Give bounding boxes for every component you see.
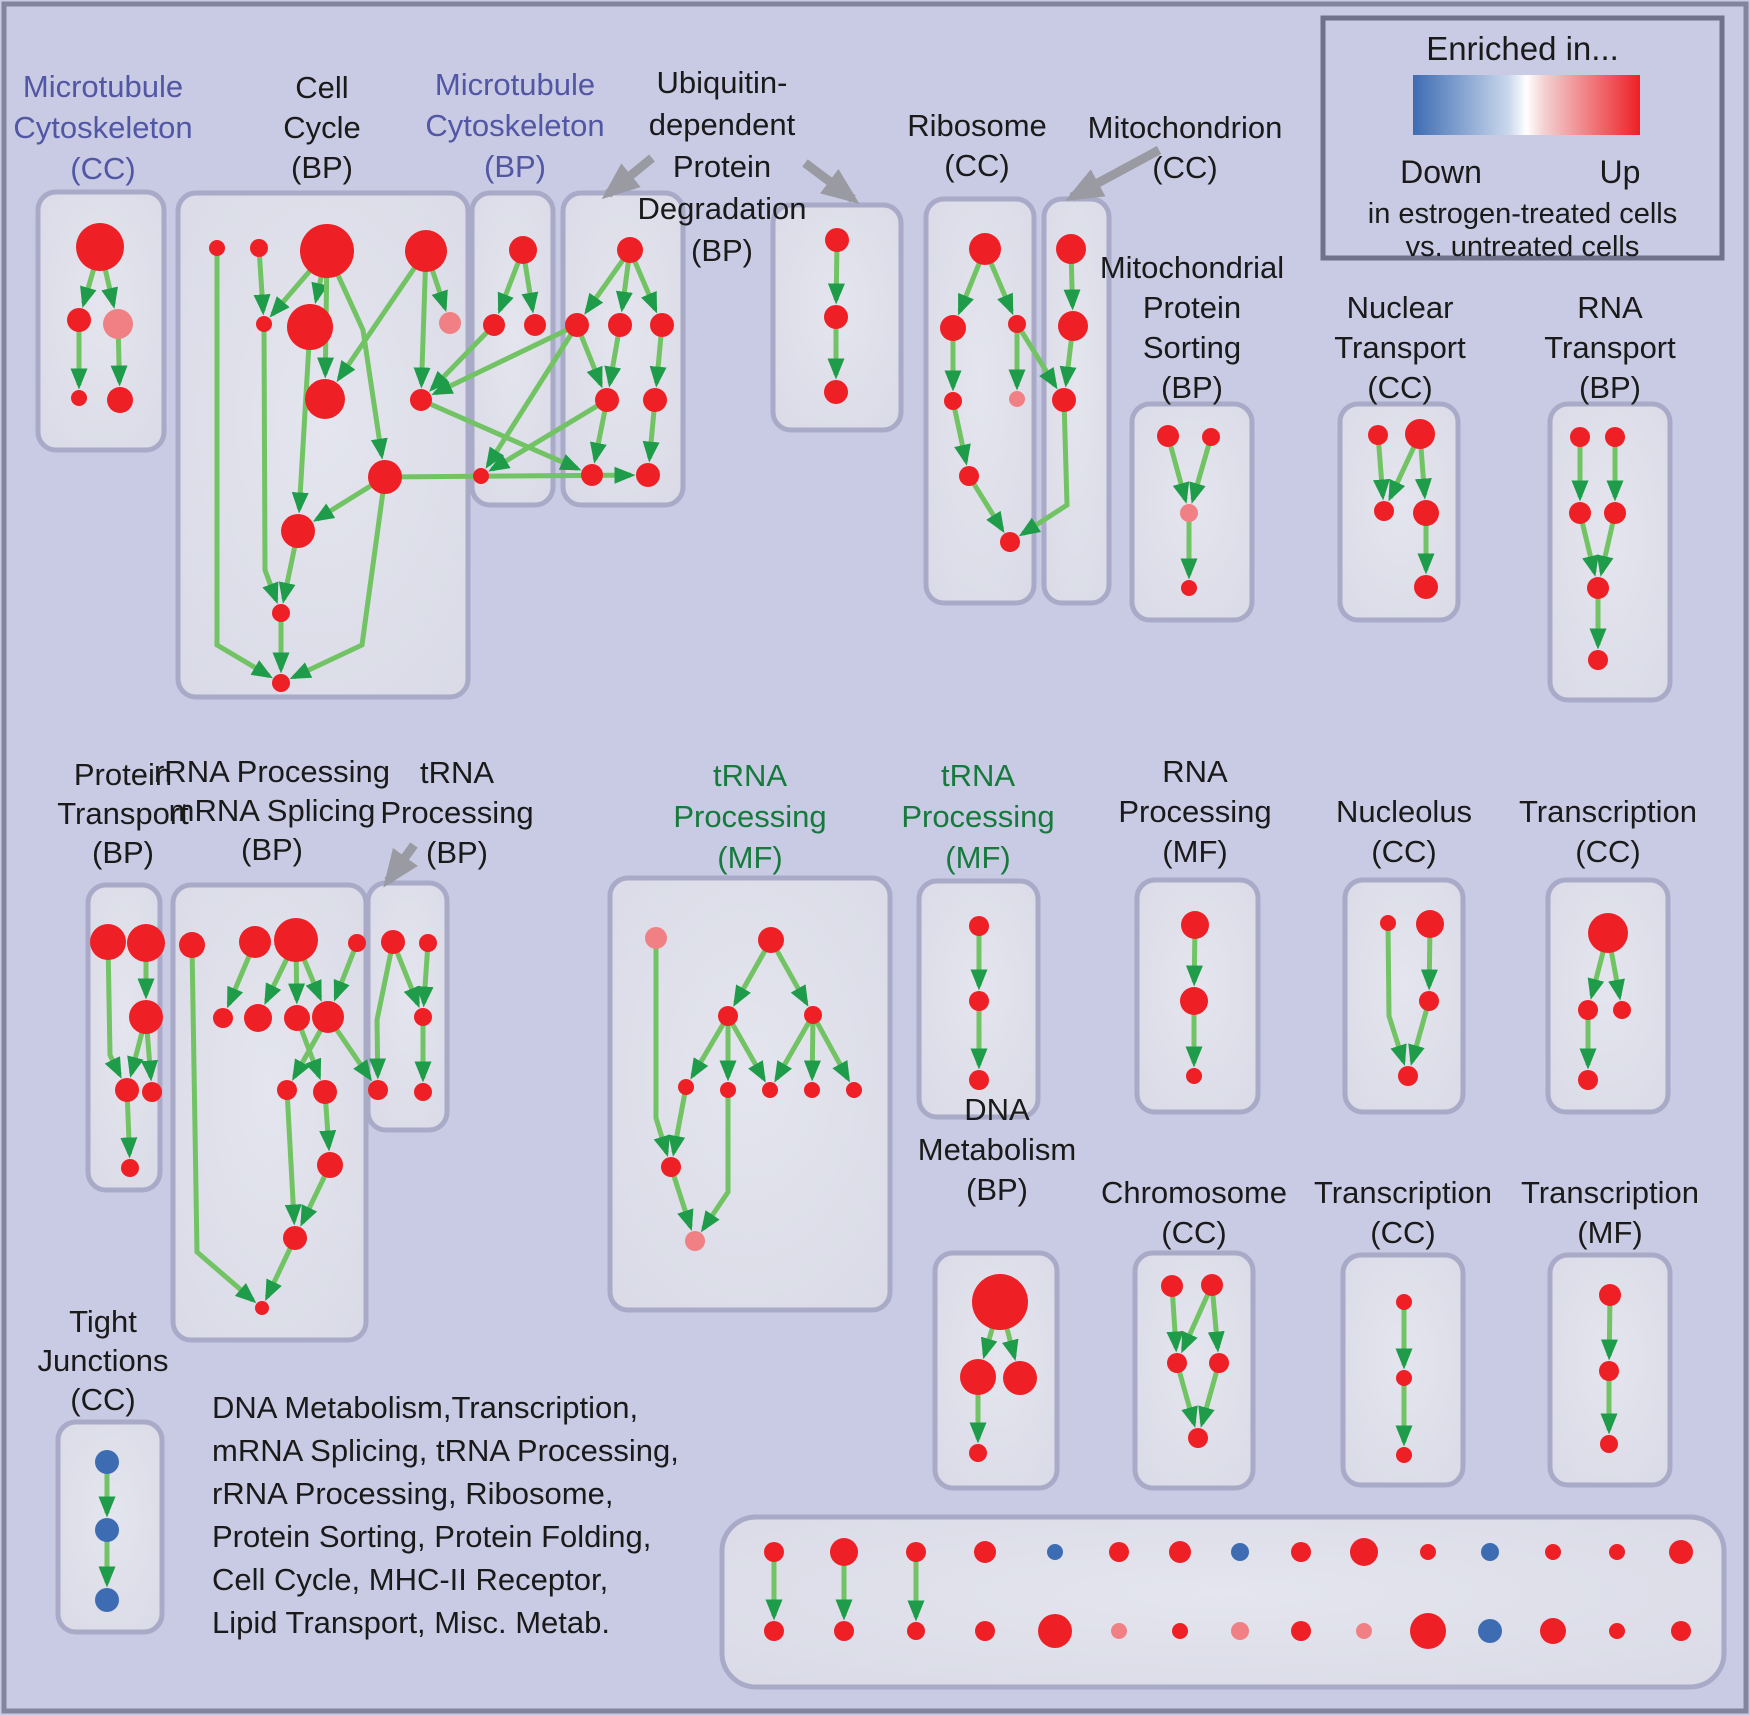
mito-protein-sorting-label-line: Sorting [1142,330,1242,365]
trna-mf-2-label-line: tRNA [940,758,1016,793]
nuclear-transport-node-4 [1414,575,1438,599]
misc-metab-node-29 [1671,1621,1691,1641]
misc-metab-node-19 [1038,1614,1072,1648]
microtubule-cc-node-4 [107,387,133,413]
transcription-cc-mid-node-3 [1578,1070,1598,1090]
ubiquitin-bp-label-line: Ubiquitin- [656,65,788,100]
nucleolus-label-line: Nucleolus [1335,794,1473,829]
dna-metabolism-label-line: DNA [964,1092,1030,1127]
microtubule-bp-node-1 [483,314,505,336]
text-block-line: Cell Cycle, MHC-II Receptor, [212,1562,609,1597]
trna-mf-1-label-line: (MF) [717,840,783,875]
mitochondrion-cc-node-0 [1056,234,1086,264]
text-block-line: DNA Metabolism,Transcription, [212,1390,639,1425]
microtubule-bp-node-0 [509,236,537,264]
ubiquitin-bp-label-line: dependent [648,107,796,142]
cell-cycle-label-line: Cycle [283,110,361,145]
transcription-mf-label-line: Transcription [1520,1175,1700,1210]
trna-mf-2-node-1 [969,991,989,1011]
ubiquitin-bp-2-node-1 [824,305,848,329]
misc-metab-node-18 [975,1621,995,1641]
trna-bp-node-2 [414,1008,432,1026]
mito-protein-sorting-label-line: (BP) [1161,370,1223,405]
transcription-mf-node-1 [1599,1361,1619,1381]
protein-transport-node-3 [115,1078,139,1102]
rna-transport-node-1 [1605,427,1625,447]
ubiquitin-bp-node-7 [636,463,660,487]
misc-metab-node-24 [1356,1623,1372,1639]
chromosome-cc-box [1135,1253,1253,1488]
transcription-cc-bottom-node-0 [1396,1294,1412,1310]
rrna-mrna-node-0 [179,932,205,958]
protein-transport-node-4 [142,1082,162,1102]
cell-cycle-node-6 [439,312,461,334]
trna-mf-1-node-5 [720,1082,736,1098]
protein-transport-node-5 [121,1159,139,1177]
ribosome-cc-node-0 [969,233,1001,265]
protein-transport-label-line: (BP) [92,835,154,870]
rna-transport-node-5 [1588,650,1608,670]
chromosome-cc-label-line: (CC) [1161,1215,1227,1250]
ribosome-cc-node-4 [1009,391,1025,407]
microtubule-cc-label-line: (CC) [70,151,136,186]
cell-cycle-node-1 [250,239,268,257]
nuclear-transport-node-3 [1413,500,1439,526]
rna-transport-box [1550,404,1670,700]
ribosome-cc-label-line: (CC) [944,148,1010,183]
nucleolus-node-1 [1416,910,1444,938]
trna-mf-1-node-9 [661,1157,681,1177]
ubiquitin-bp-node-1 [565,313,589,337]
cell-cycle-node-7 [305,379,345,419]
misc-metab-node-5 [1109,1542,1129,1562]
misc-metab-node-6 [1169,1541,1191,1563]
rrna-mrna-node-12 [255,1301,269,1315]
transcription-cc-mid-label-line: (CC) [1575,834,1641,869]
legend-up-label: Up [1599,154,1641,190]
rrna-mrna-node-7 [312,1001,344,1033]
misc-metab-node-4 [1047,1544,1063,1560]
rna-processing-mf-node-1 [1180,987,1208,1015]
trna-mf-1-node-0 [645,927,667,949]
trna-bp-node-4 [414,1083,432,1101]
tight-junctions-label-line: Tight [69,1304,137,1339]
dna-metabolism-node-3 [969,1444,987,1462]
transcription-cc-mid-node-2 [1613,1001,1631,1019]
mitochondrion-cc-node-1 [1058,311,1088,341]
ubiquitin-bp-2-node-2 [824,380,848,404]
cell-cycle-node-12 [272,674,290,692]
chromosome-cc-node-2 [1167,1353,1187,1373]
transcription-cc-mid-label-line: Transcription [1518,794,1698,829]
rna-processing-mf-node-2 [1186,1068,1202,1084]
ubiquitin-bp-node-5 [643,388,667,412]
microtubule-cc-label-line: Microtubule [22,69,184,104]
ribosome-cc-node-6 [1000,532,1020,552]
misc-metab-node-2 [906,1542,926,1562]
chromosome-cc-node-3 [1209,1353,1229,1373]
dna-metabolism-label-line: (BP) [966,1172,1028,1207]
trna-mf-2-node-0 [969,916,989,936]
nucleolus-node-0 [1380,915,1396,931]
misc-metab-node-20 [1111,1623,1127,1639]
cell-cycle-node-4 [256,316,272,332]
nucleolus-label-line: (CC) [1371,834,1437,869]
rrna-mrna-node-3 [348,934,366,952]
nuclear-transport-label-line: (CC) [1367,370,1433,405]
misc-metab-node-16 [834,1621,854,1641]
rna-transport-node-2 [1569,502,1591,524]
nuclear-transport-box [1340,404,1458,620]
rna-transport-node-0 [1570,427,1590,447]
misc-metab-node-25 [1410,1613,1446,1649]
ubiquitin-bp-node-6 [581,464,603,486]
chromosome-cc-node-4 [1188,1428,1208,1448]
legend-subtitle-line2: vs. untreated cells [1405,231,1640,263]
transcription-cc-bottom-node-1 [1396,1370,1412,1386]
misc-metab-node-3 [974,1541,996,1563]
misc-metab-node-21 [1172,1623,1188,1639]
transcription-cc-bottom-label-line: (CC) [1370,1215,1436,1250]
misc-metab-node-1 [830,1538,858,1566]
rrna-mrna-node-6 [284,1005,310,1031]
text-block-line: Lipid Transport, Misc. Metab. [212,1605,610,1640]
misc-metab-node-10 [1420,1544,1436,1560]
nuclear-transport-node-0 [1368,425,1388,445]
misc-metab-node-13 [1609,1544,1625,1560]
rna-transport-label-line: Transport [1544,330,1676,365]
rna-processing-mf-label-line: RNA [1162,754,1228,789]
transcription-mf-label-line: (MF) [1577,1215,1643,1250]
text-block-line: mRNA Splicing, tRNA Processing, [212,1433,679,1468]
ubiquitin-bp-2-node-0 [825,228,849,252]
trna-bp-node-1 [419,934,437,952]
ribosome-cc-node-1 [940,315,966,341]
ubiquitin-bp-label-line: (BP) [691,233,753,268]
rrna-mrna-label-line: (BP) [241,832,303,867]
rna-processing-mf-label-line: Processing [1118,794,1272,829]
ubiquitin-bp-node-3 [650,313,674,337]
transcription-mf-node-2 [1600,1435,1618,1453]
misc-metab-node-14 [1669,1540,1693,1564]
mito-protein-sorting-node-1 [1202,428,1220,446]
trna-mf-1-node-8 [846,1082,862,1098]
trna-mf-1-node-1 [758,927,784,953]
text-block-line: Protein Sorting, Protein Folding, [212,1519,652,1554]
protein-transport-node-1 [127,924,165,962]
mitochondrion-cc-label-line: (CC) [1152,150,1218,185]
cell-cycle-node-9 [368,460,402,494]
trna-bp-label-line: (BP) [426,835,488,870]
mito-protein-sorting-label-line: Protein [1142,290,1242,325]
misc-metab-node-12 [1545,1544,1561,1560]
misc-metab-node-8 [1291,1542,1311,1562]
microtubule-bp-node-2 [524,314,546,336]
trna-bp-node-3 [368,1080,388,1100]
misc-metab-node-27 [1540,1618,1566,1644]
rna-transport-node-3 [1604,502,1626,524]
ubiquitin-bp-node-4 [595,388,619,412]
cell-cycle-node-10 [281,514,315,548]
legend-title: Enriched in... [1426,30,1619,67]
rrna-mrna-node-10 [317,1152,343,1178]
transcription-cc-bottom-label-line: Transcription [1313,1175,1493,1210]
ubiquitin-bp-label-line: Protein [672,149,772,184]
microtubule-cc-label-line: Cytoskeleton [13,110,193,145]
misc-metab-node-23 [1291,1621,1311,1641]
microtubule-cc-node-1 [67,308,91,332]
trna-mf-2-label-line: Processing [901,799,1055,834]
nuclear-transport-label-line: Transport [1334,330,1466,365]
dna-metabolism-node-1 [960,1359,996,1395]
transcription-cc-bottom-node-2 [1396,1447,1412,1463]
nuclear-transport-node-2 [1374,501,1394,521]
legend [1323,18,1722,263]
rna-transport-node-4 [1587,577,1609,599]
legend-subtitle-line1: in estrogen-treated cells [1367,198,1678,230]
microtubule-cc-node-3 [71,390,87,406]
trna-mf-1-node-2 [718,1006,738,1026]
trna-bp-label-line: Processing [380,795,534,830]
tight-junctions-node-1 [95,1518,119,1542]
cell-cycle-node-3 [405,230,447,272]
misc-metab-node-15 [764,1621,784,1641]
transcription-cc-mid-node-1 [1578,1000,1598,1020]
trna-mf-1-node-4 [678,1079,694,1095]
mito-protein-sorting-node-0 [1157,425,1179,447]
microtubule-bp-label-line: Microtubule [434,67,596,102]
nucleolus-node-3 [1398,1066,1418,1086]
ribosome-cc-node-3 [944,392,962,410]
mitochondrion-cc-node-2 [1052,388,1076,412]
protein-transport-node-2 [129,1000,163,1034]
mito-protein-sorting-node-3 [1181,580,1197,596]
microtubule-bp-node-3 [473,468,489,484]
rrna-mrna-node-9 [313,1080,337,1104]
microtubule-cc-node-2 [103,309,133,339]
microtubule-cc-node-0 [76,223,124,271]
microtubule-bp-label-line: Cytoskeleton [425,108,605,143]
trna-mf-1-edge-6 [812,1015,813,1077]
ubiquitin-bp-node-2 [608,313,632,337]
nuclear-transport-label-line: Nuclear [1346,290,1454,325]
ubiquitin-bp-node-0 [617,237,643,263]
misc-metab-node-17 [907,1622,925,1640]
nucleolus-node-2 [1419,991,1439,1011]
misc-metab-node-0 [764,1542,784,1562]
misc-metab-node-9 [1350,1538,1378,1566]
ribosome-cc-node-5 [959,466,979,486]
ribosome-cc-label-line: Ribosome [907,108,1047,143]
rrna-mrna-label-line: mRNA Splicing [168,793,376,828]
trna-mf-1-node-6 [762,1082,778,1098]
cell-cycle-node-11 [272,604,290,622]
cell-cycle-node-0 [209,240,225,256]
dna-metabolism-label-line: Metabolism [917,1132,1077,1167]
rna-processing-mf-label-line: (MF) [1162,834,1228,869]
trna-mf-1-node-3 [804,1006,822,1024]
trna-mf-1-label-line: tRNA [712,758,788,793]
rrna-mrna-node-2 [274,918,318,962]
trna-bp-node-0 [381,930,405,954]
misc-metab-node-22 [1231,1622,1249,1640]
protein-transport-label-line: Protein [73,757,173,792]
dna-metabolism-node-2 [1003,1361,1037,1395]
tight-junctions-label-line: (CC) [70,1382,136,1417]
cell-cycle-label-line: (BP) [291,150,353,185]
legend-down-label: Down [1400,154,1482,190]
protein-transport-node-0 [90,924,126,960]
cell-cycle-node-8 [410,389,432,411]
rna-transport-label-line: (BP) [1579,370,1641,405]
rna-processing-mf-node-0 [1181,911,1209,939]
legend-gradient-bar [1413,75,1640,135]
ribosome-cc-node-2 [1008,315,1026,333]
trna-mf-1-node-7 [804,1082,820,1098]
rrna-mrna-node-1 [239,926,271,958]
chromosome-cc-label-line: Chromosome [1100,1175,1288,1210]
misc-metab-node-11 [1481,1543,1499,1561]
microtubule-bp-label-line: (BP) [484,149,546,184]
trna-mf-2-node-2 [969,1070,989,1090]
protein-transport-label-line: Transport [57,796,189,831]
cell-cycle-node-5 [287,304,333,350]
trna-mf-1-label-line: Processing [673,799,827,834]
rrna-mrna-node-11 [283,1226,307,1250]
trna-bp-label-line: tRNA [419,755,495,790]
rrna-mrna-node-8 [277,1080,297,1100]
nuclear-transport-node-1 [1405,419,1435,449]
rrna-mrna-node-4 [213,1008,233,1028]
mito-protein-sorting-node-2 [1180,504,1198,522]
text-block-line: rRNA Processing, Ribosome, [212,1476,614,1511]
dna-metabolism-node-0 [972,1274,1028,1330]
transcription-mf-node-0 [1599,1284,1621,1306]
misc-metab-node-28 [1609,1623,1625,1639]
rna-transport-label-line: RNA [1577,290,1643,325]
cell-cycle-label-line: Cell [295,70,349,105]
tight-junctions-node-0 [95,1450,119,1474]
tight-junctions-node-2 [95,1588,119,1612]
rrna-mrna-label-line: rRNA Processing [153,754,391,789]
rrna-mrna-node-5 [244,1004,272,1032]
chromosome-cc-node-1 [1201,1274,1223,1296]
ubiquitin-bp-label-line: Degradation [637,191,807,226]
chromosome-cc-node-0 [1161,1275,1183,1297]
mitochondrion-cc-label-line: Mitochondrion [1087,110,1283,145]
trna-mf-2-label-line: (MF) [945,840,1011,875]
tight-junctions-label-line: Junctions [37,1343,169,1378]
misc-metab-node-26 [1478,1619,1502,1643]
trna-mf-1-node-10 [685,1231,705,1251]
misc-metab-node-7 [1231,1543,1249,1561]
transcription-cc-mid-node-0 [1588,913,1628,953]
mito-protein-sorting-label-line: Mitochondrial [1099,250,1285,285]
misc-metab-box [722,1517,1724,1687]
cell-cycle-node-2 [300,224,354,278]
